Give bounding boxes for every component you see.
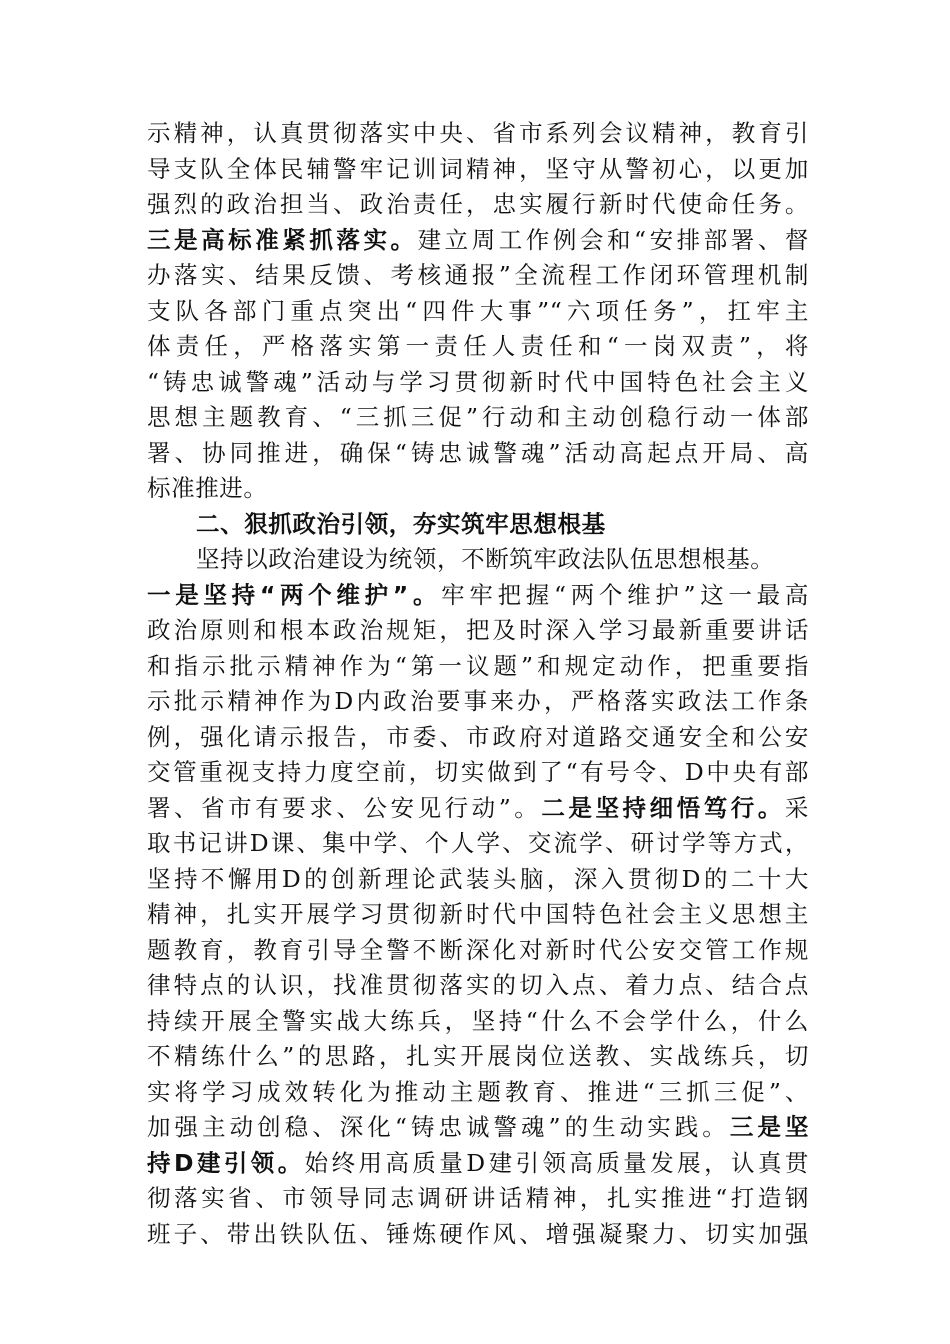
text-line (147, 400, 809, 436)
text-line (147, 258, 809, 294)
text-segment: 导支队全体民辅警牢记训词精神，坚守从警初心，以更加 (147, 154, 809, 183)
text-segment: 署、省市有要求、公安见行动”。 (147, 793, 542, 822)
bold-key-phrase: 持D建引领。 (147, 1148, 305, 1177)
text-segment: 实将学习成效转化为推动主题教育、推进“三抓三促”、 (147, 1077, 809, 1106)
text-segment: 示批示精神作为D内政治要事来办，严格落实政法工作条 (147, 687, 809, 715)
text-segment: 建立周工作例会和“安排部署、督 (417, 225, 809, 254)
text-line (147, 684, 809, 720)
text-line (147, 968, 809, 1004)
text-segment: 交管重视支持力度空前，切实做到了“有号令、D中央有部 (147, 758, 809, 786)
text-line (147, 1181, 809, 1217)
text-line (147, 1004, 809, 1040)
text-line (147, 933, 809, 969)
text-segment: 取书记讲D课、集中学、个人学、交流学、研讨学等方式， (147, 829, 809, 857)
section-heading: 二、狠抓政治引领，夯实筑牢思想根基 (196, 509, 606, 538)
text-segment: 强烈的政治担当、政治责任，忠实履行新时代使命任务。 (147, 190, 809, 218)
text-segment: 和指示批示精神作为“第一议题”和规定动作，把重要指 (147, 651, 809, 680)
text-segment: 思想主题教育、“三抓三促”行动和主动创稳行动一体部 (147, 403, 809, 431)
text-line (147, 649, 809, 685)
text-line (147, 755, 809, 791)
text-line (147, 329, 809, 365)
text-line (147, 1110, 809, 1146)
bold-key-phrase: 二是坚持细悟笃行。 (541, 793, 785, 822)
text-segment: 办落实、结果反馈、考核通报”全流程工作闭环管理机制 (147, 261, 809, 289)
text-line (147, 1075, 809, 1111)
text-line (147, 578, 809, 614)
bold-key-phrase: 三是坚 (729, 1113, 809, 1141)
text-segment: 采 (784, 793, 809, 822)
text-segment: 律特点的认识，找准贯彻落实的切入点、着力点、结合点 (147, 971, 809, 999)
text-segment: 政治原则和根本政治规矩，把及时深入学习最新重要讲话 (147, 616, 809, 644)
bold-key-phrase: 一是坚持“两个维护”。 (147, 580, 442, 609)
text-line (147, 294, 809, 330)
text-line (147, 365, 809, 401)
text-segment: 体责任，严格落实第一责任人责任和“一岗双责”，将 (147, 332, 809, 360)
text-line (147, 613, 809, 649)
text-segment: 例，强化请示报告，市委、市政府对道路交通安全和公安 (147, 722, 809, 751)
text-line (147, 1217, 809, 1253)
text-segment: 坚持不懈用D的创新理论武装头脑，深入贯彻D的二十大 (147, 864, 809, 893)
text-line (147, 436, 809, 472)
text-line (147, 116, 809, 152)
body-text (147, 116, 809, 1252)
text-segment: 题教育，教育引导全警不断深化对新时代公安交管工作规 (147, 935, 809, 964)
text-line (147, 471, 809, 507)
text-line (147, 187, 809, 223)
text-line (147, 1146, 809, 1182)
text-segment: 加强主动创稳、深化“铸忠诚警魂”的生动实践。 (147, 1113, 730, 1141)
text-line (147, 826, 809, 862)
text-line (147, 897, 809, 933)
text-line (147, 152, 809, 188)
text-line (147, 791, 809, 827)
bold-key-phrase: 三是高标准紧抓落实。 (147, 225, 418, 254)
text-segment: 持续开展全警实战大练兵，坚持“什么不会学什么，什么 (147, 1006, 809, 1035)
text-line (147, 1039, 809, 1075)
text-segment: “铸忠诚警魂”活动与学习贯彻新时代中国特色社会主义 (147, 367, 809, 396)
text-line (147, 223, 809, 259)
text-segment: 不精练什么”的思路，扎实开展岗位送教、实战练兵，切 (147, 1042, 809, 1070)
text-line (147, 862, 809, 898)
text-segment: 坚持以政治建设为统领，不断筑牢政法队伍思想根基。 (196, 545, 775, 573)
text-line (147, 542, 809, 578)
text-segment: 标准推进。 (147, 474, 268, 502)
text-segment: 始终用高质量D建引领高质量发展，认真贯 (304, 1148, 810, 1177)
text-segment: 精神，扎实开展学习贯彻新时代中国特色社会主义思想主 (147, 900, 809, 928)
text-line (147, 720, 809, 756)
text-segment: 牢牢把握“两个维护”这一最高 (441, 580, 809, 609)
text-segment: 示精神，认真贯彻落实中央、省市系列会议精神，教育引 (147, 119, 809, 147)
text-segment: 班子、带出铁队伍、锤炼硬作风、增强凝聚力、切实加强 (147, 1219, 809, 1248)
text-segment: 支队各部门重点突出“四件大事”“六项任务”，扛牢主 (147, 296, 809, 325)
text-segment: 彻落实省、市领导同志调研讲话精神，扎实推进“打造钢 (147, 1184, 809, 1212)
text-segment: 署、协同推进，确保“铸忠诚警魂”活动高起点开局、高 (147, 438, 809, 467)
